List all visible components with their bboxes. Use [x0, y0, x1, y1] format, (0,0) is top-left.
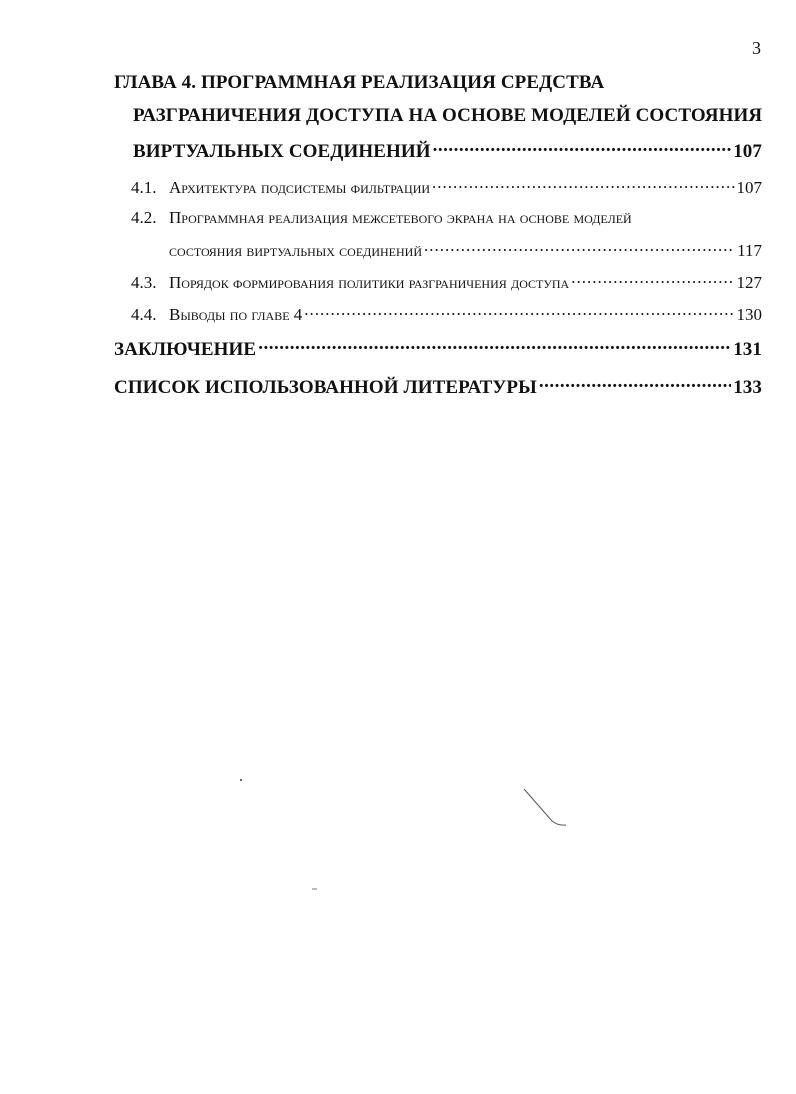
stray-pen-stroke-mark [524, 789, 566, 825]
stray-dot-mark [240, 779, 242, 781]
references-page: 133 [733, 377, 762, 398]
chapter-4-page: 107 [733, 141, 762, 162]
section-title: Порядок формирования политики разграничения доступа [169, 273, 570, 292]
section-number: 4.1. [131, 178, 157, 197]
chapter-4-title-text-3: ВИРТУАЛЬНЫХ СОЕДИНЕНИЙ [133, 141, 431, 162]
section-page: 127 [736, 273, 762, 292]
chapter-4-title-text-2: РАЗГРАНИЧЕНИЯ ДОСТУПА НА ОСНОВЕ МОДЕЛЕЙ СОСТОЯНИЯ [133, 105, 763, 126]
section-page: 117 [737, 241, 762, 260]
section-number: 4.2. [131, 208, 157, 227]
section-title: Программная реализация межсетевого экрана на основе моделей [169, 208, 632, 227]
section-page: 130 [736, 305, 762, 324]
page-number: 3 [752, 38, 761, 58]
section-page: 107 [736, 178, 762, 197]
section-title: Выводы по главе 4 [169, 305, 303, 324]
section-number: 4.4. [131, 305, 157, 324]
conclusion-title: ЗАКЛЮЧЕНИЕ [114, 339, 257, 360]
references-title: СПИСОК ИСПОЛЬЗОВАННОЙ ЛИТЕРАТУРЫ [114, 377, 537, 398]
section-number: 4.3. [131, 273, 157, 292]
conclusion-page: 131 [733, 339, 762, 360]
section-title: Архитектура подсистемы фильтрации [169, 178, 431, 197]
section-title-continued: состояния виртуальных соединений [169, 241, 422, 260]
chapter-4-title-text-1: ГЛАВА 4. ПРОГРАММНАЯ РЕАЛИЗАЦИЯ СРЕДСТВА [114, 72, 605, 93]
